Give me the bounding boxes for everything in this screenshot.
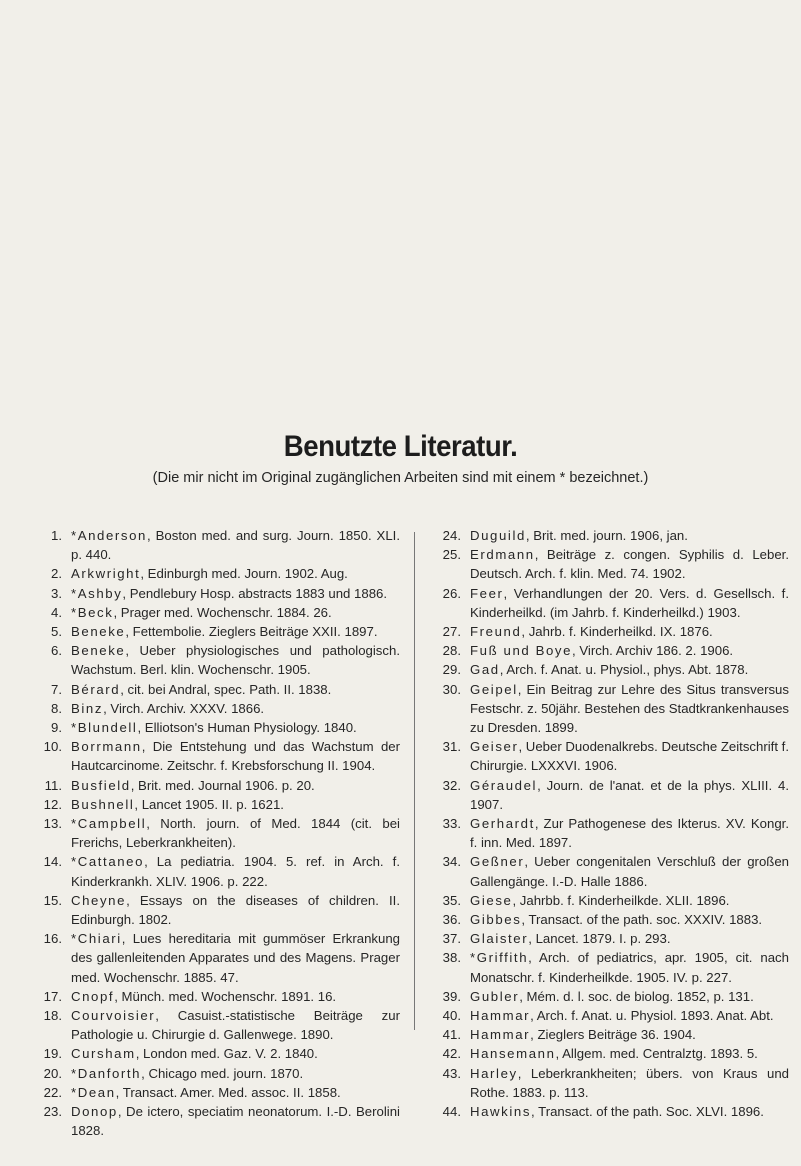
reference-number: 1. xyxy=(51,528,62,543)
reference-author: Courvoisier xyxy=(71,1008,156,1024)
reference-number: 35. xyxy=(442,892,461,908)
reference-number: 42. xyxy=(442,1046,461,1062)
column-divider xyxy=(414,532,415,1030)
reference-entry xyxy=(433,526,789,545)
reference-details: , Mém. d. l. soc. de biolog. 1852, p. 131. xyxy=(519,988,754,1004)
reference-author: *Ashby xyxy=(71,585,123,601)
reference-column-left xyxy=(34,526,400,1141)
reference-entry xyxy=(433,641,789,660)
reference-details: , Arch. f. Anat. u. Physiol., phys. Abt. 1878. xyxy=(499,662,749,678)
reference-author: Duguild xyxy=(470,528,526,543)
reference-author: Freund xyxy=(470,624,522,640)
reference-number: 34. xyxy=(442,854,461,870)
reference-entry xyxy=(34,737,400,775)
page-subtitle: (Die mir nicht im Original zugänglichen Arbeiten sind mit einem * bezeichnet.) xyxy=(152,470,649,486)
reference-number: 29. xyxy=(442,662,461,678)
reference-number: 27. xyxy=(442,624,461,640)
reference-author: Geipel xyxy=(470,681,518,697)
reference-number: 5. xyxy=(51,624,62,640)
reference-author: Borrmann xyxy=(71,739,142,755)
reference-number: 15. xyxy=(43,892,62,908)
reference-details: , Beiträge z. congen. Syphilis d. Leber. Deutsch. Arch. f. klin. Med. 74. 1902. xyxy=(470,547,789,582)
reference-details: , Leberkrankheiten; übers. von Kraus und Rothe. 1883. p. 113. xyxy=(470,1065,789,1100)
reference-author: Hansemann xyxy=(470,1046,556,1062)
reference-entry xyxy=(433,1064,789,1102)
reference-number: 23. xyxy=(43,1104,62,1120)
reference-details: , Lancet. 1879. I. p. 293. xyxy=(528,931,671,947)
reference-entry xyxy=(433,891,789,910)
reference-details: , Zieglers Beiträge 36. 1904. xyxy=(530,1027,696,1043)
reference-details: , London med. Gaz. V. 2. 1840. xyxy=(135,1046,318,1062)
reference-entry xyxy=(433,584,789,622)
reference-entry xyxy=(34,987,400,1006)
reference-author: Cheyne xyxy=(71,892,127,908)
reference-entry xyxy=(433,929,789,948)
reference-details: , Transact. of the path. Soc. XLVI. 1896. xyxy=(531,1104,764,1120)
reference-details: , Jahrb. f. Kinderheilkd. IX. 1876. xyxy=(521,624,713,640)
reference-number: 20. xyxy=(43,1065,62,1081)
reference-number: 36. xyxy=(442,912,461,928)
reference-author: Gibbes xyxy=(470,912,522,928)
reference-author: Hawkins xyxy=(470,1104,532,1120)
reference-author: Beneke xyxy=(71,624,126,640)
reference-author: Gad xyxy=(470,662,500,678)
reference-number: 8. xyxy=(51,700,62,716)
reference-author: *Anderson xyxy=(71,528,147,543)
reference-details: , Die Entstehung und das Wachstum der Hautcarcinome. Zeitschr. f. Krebsforschung II. 1904. xyxy=(71,739,400,774)
reference-entry xyxy=(34,622,400,641)
reference-author: Gubler xyxy=(470,988,520,1004)
reference-number: 12. xyxy=(43,796,62,812)
reference-entry xyxy=(34,1083,400,1102)
reference-entry xyxy=(34,564,400,583)
reference-details: , Elliotson's Human Physiology. 1840. xyxy=(137,720,357,736)
reference-number: 11. xyxy=(44,777,62,793)
reference-author: Bushnell xyxy=(71,796,135,812)
reference-number: 14. xyxy=(43,854,62,870)
reference-number: 38. xyxy=(442,950,461,966)
reference-number: 43. xyxy=(442,1065,461,1081)
reference-entry xyxy=(433,545,789,583)
reference-entry xyxy=(433,776,789,814)
reference-author: Geßner xyxy=(470,854,525,870)
reference-entry xyxy=(433,660,789,679)
reference-details: , Münch. med. Wochenschr. 1891. 16. xyxy=(114,988,337,1004)
reference-number: 18. xyxy=(43,1008,62,1024)
reference-number: 25. xyxy=(442,547,461,563)
reference-author: Arkwright xyxy=(71,566,141,582)
reference-details: , Arch. f. Anat. u. Physiol. 1893. Anat. Abt. xyxy=(530,1008,774,1024)
reference-number: 24. xyxy=(442,528,461,543)
reference-number: 39. xyxy=(442,988,461,1004)
reference-details: , Transact. of the path. soc. XXXIV. 1883. xyxy=(521,912,763,928)
reference-details: , Chicago med. journ. 1870. xyxy=(141,1065,304,1081)
reference-details: , Allgem. med. Centralztg. 1893. 5. xyxy=(555,1046,758,1062)
reference-number: 33. xyxy=(442,816,461,832)
reference-entry xyxy=(34,1064,400,1083)
reference-author: Gerhardt xyxy=(470,816,535,832)
reference-details: , Arch. of pediatrics, apr. 1905, cit. nach Monatschr. f. Kinderheilkde. 1905. IV. p. 227. xyxy=(470,950,789,985)
reference-number: 26. xyxy=(442,585,461,601)
reference-number: 28. xyxy=(442,643,461,659)
reference-column-right xyxy=(433,526,789,1121)
reference-entry xyxy=(34,718,400,737)
reference-entry xyxy=(34,584,400,603)
reference-details: , Lues hereditaria mit gummöser Erkrankung des gallenleitenden Apparates und des Magens. Prager med. Wochenschr. 1885. 47. xyxy=(71,931,400,985)
reference-details: , Pendlebury Hosp. abstracts 1883 und 1886. xyxy=(122,585,388,601)
reference-details: , Fettembolie. Zieglers Beiträge XXII. 1897. xyxy=(125,624,378,640)
reference-entry xyxy=(34,1102,400,1140)
reference-entry xyxy=(433,814,789,852)
reference-entry xyxy=(433,680,789,738)
reference-author: Harley xyxy=(470,1065,518,1081)
reference-number: 30. xyxy=(442,681,461,697)
reference-details: , Brit. med. Journal 1906. p. 20. xyxy=(130,777,315,793)
reference-entry xyxy=(34,852,400,890)
reference-entry xyxy=(34,795,400,814)
reference-details: , Ueber congenitalen Verschluß der großen Gallengänge. I.-D. Halle 1886. xyxy=(470,854,789,889)
reference-details: , Essays on the diseases of children. II. Edinburgh. 1802. xyxy=(71,892,400,928)
reference-author: Donop xyxy=(71,1104,118,1120)
reference-entry xyxy=(433,737,789,775)
reference-entry xyxy=(34,1006,400,1044)
page-title: Benutzte Literatur. xyxy=(283,430,518,463)
reference-entry xyxy=(433,948,789,986)
reference-number: 41. xyxy=(442,1027,461,1043)
reference-author: Cnopf xyxy=(71,988,115,1004)
reference-entry xyxy=(433,1025,789,1044)
reference-author: Beneke xyxy=(71,643,126,659)
reference-number: 17. xyxy=(43,988,62,1004)
reference-author: Hammar xyxy=(470,1008,531,1024)
reference-entry xyxy=(433,1102,789,1121)
reference-entry xyxy=(34,814,400,852)
reference-author: *Dean xyxy=(71,1084,116,1100)
reference-entry xyxy=(34,680,400,699)
reference-entry xyxy=(34,929,400,987)
reference-author: Cursham xyxy=(71,1046,136,1062)
reference-details: , Boston med. and surg. Journ. 1850. XLI. p. 440. xyxy=(71,528,400,563)
reference-details: , Virch. Archiv. XXXV. 1866. xyxy=(103,700,265,716)
reference-entry xyxy=(433,1044,789,1063)
reference-number: 31. xyxy=(442,739,461,755)
reference-author: *Blundell xyxy=(71,720,138,736)
reference-author: Geiser xyxy=(470,739,519,755)
reference-author: Hammar xyxy=(470,1027,531,1043)
reference-author: Fuß und Boye xyxy=(470,643,573,659)
reference-number: 13. xyxy=(43,816,62,832)
reference-details: , De ictero, speciatim neonatorum. I.-D. Berolini 1828. xyxy=(71,1104,400,1139)
reference-entry xyxy=(34,641,400,679)
reference-details: , Jahrbb. f. Kinderheilkde. XLII. 1896. xyxy=(512,892,730,908)
reference-number: 44. xyxy=(442,1104,461,1120)
reference-author: *Chiari xyxy=(71,931,122,947)
reference-number: 40. xyxy=(442,1008,461,1024)
reference-entry xyxy=(34,891,400,929)
reference-entry xyxy=(34,526,400,564)
reference-details: , Ueber Duodenalkrebs. Deutsche Zeitschrift f. Chirurgie. LXXXVI. 1906. xyxy=(470,739,789,774)
reference-details: , Verhandlungen der 20. Vers. d. Gesellsch. f. Kinderheilkd. (im Jahrb. f. Kinderheilkd.) 1903. xyxy=(470,585,789,620)
reference-details: , Ueber physiologisches und pathologisch. Wachstum. Berl. klin. Wochenschr. 1905. xyxy=(71,643,400,678)
reference-author: *Danforth xyxy=(71,1065,142,1081)
reference-author: Glaister xyxy=(470,931,529,947)
reference-entry xyxy=(34,699,400,718)
reference-author: *Campbell xyxy=(71,816,147,832)
reference-details: , North. journ. of Med. 1844 (cit. bei Frerichs, Leberkrankheiten). xyxy=(71,816,400,851)
reference-entry xyxy=(34,776,400,795)
reference-author: Bérard xyxy=(71,681,121,697)
reference-number: 16. xyxy=(43,931,62,947)
reference-author: *Griffith xyxy=(470,950,529,966)
reference-details: , Journ. de l'anat. et de la phys. XLIII. 4. 1907. xyxy=(470,777,789,812)
reference-author: Erdmann xyxy=(470,547,535,563)
reference-number: 7. xyxy=(51,681,62,697)
reference-author: Giese xyxy=(470,892,513,908)
reference-number: 9. xyxy=(51,720,62,736)
reference-details: , Lancet 1905. II. p. 1621. xyxy=(134,796,284,812)
reference-author: Busfield xyxy=(71,777,131,793)
reference-author: Binz xyxy=(71,700,104,716)
reference-number: 32. xyxy=(442,777,461,793)
reference-entry xyxy=(34,603,400,622)
reference-entry xyxy=(433,987,789,1006)
reference-details: , Prager med. Wochenschr. 1884. 26. xyxy=(113,604,332,620)
reference-number: 6. xyxy=(51,643,62,659)
reference-number: 2. xyxy=(51,566,62,582)
reference-details: , Casuist.-statistische Beiträge zur Pathologie u. Chirurgie d. Gallenwege. 1890. xyxy=(71,1008,400,1043)
reference-author: Feer xyxy=(470,585,504,601)
reference-number: 19. xyxy=(43,1046,62,1062)
reference-details: , cit. bei Andral, spec. Path. II. 1838. xyxy=(120,681,332,697)
reference-author: *Beck xyxy=(71,604,114,620)
reference-details: , Brit. med. journ. 1906, jan. xyxy=(525,528,688,543)
reference-author: Géraudel xyxy=(470,777,538,793)
reference-entry xyxy=(433,622,789,641)
reference-number: 22. xyxy=(43,1084,62,1100)
reference-details: , Transact. Amer. Med. assoc. II. 1858. xyxy=(115,1084,341,1100)
reference-details: , Zur Pathogenese des Ikterus. XV. Kongr. f. inn. Med. 1897. xyxy=(470,816,789,851)
reference-details: , Ein Beitrag zur Lehre des Situs transversus Festschr. z. 50jähr. Bestehen des Stadtkrankenhauses zu Dresden. 1899. xyxy=(470,681,789,736)
reference-details: , La pediatria. 1904. 5. ref. in Arch. f. Kinderkrankh. XLIV. 1906. p. 222. xyxy=(71,854,400,889)
reference-author: *Cattaneo xyxy=(71,854,145,870)
reference-number: 4. xyxy=(51,604,62,620)
reference-entry xyxy=(433,852,789,890)
reference-entry xyxy=(34,1044,400,1063)
reference-entry xyxy=(433,1006,789,1025)
reference-details: , Edinburgh med. Journ. 1902. Aug. xyxy=(140,566,348,582)
reference-details: , Virch. Archiv 186. 2. 1906. xyxy=(572,643,734,659)
reference-number: 37. xyxy=(442,931,461,947)
reference-number: 10. xyxy=(43,739,62,755)
reference-entry xyxy=(433,910,789,929)
reference-number: 3. xyxy=(51,585,62,601)
